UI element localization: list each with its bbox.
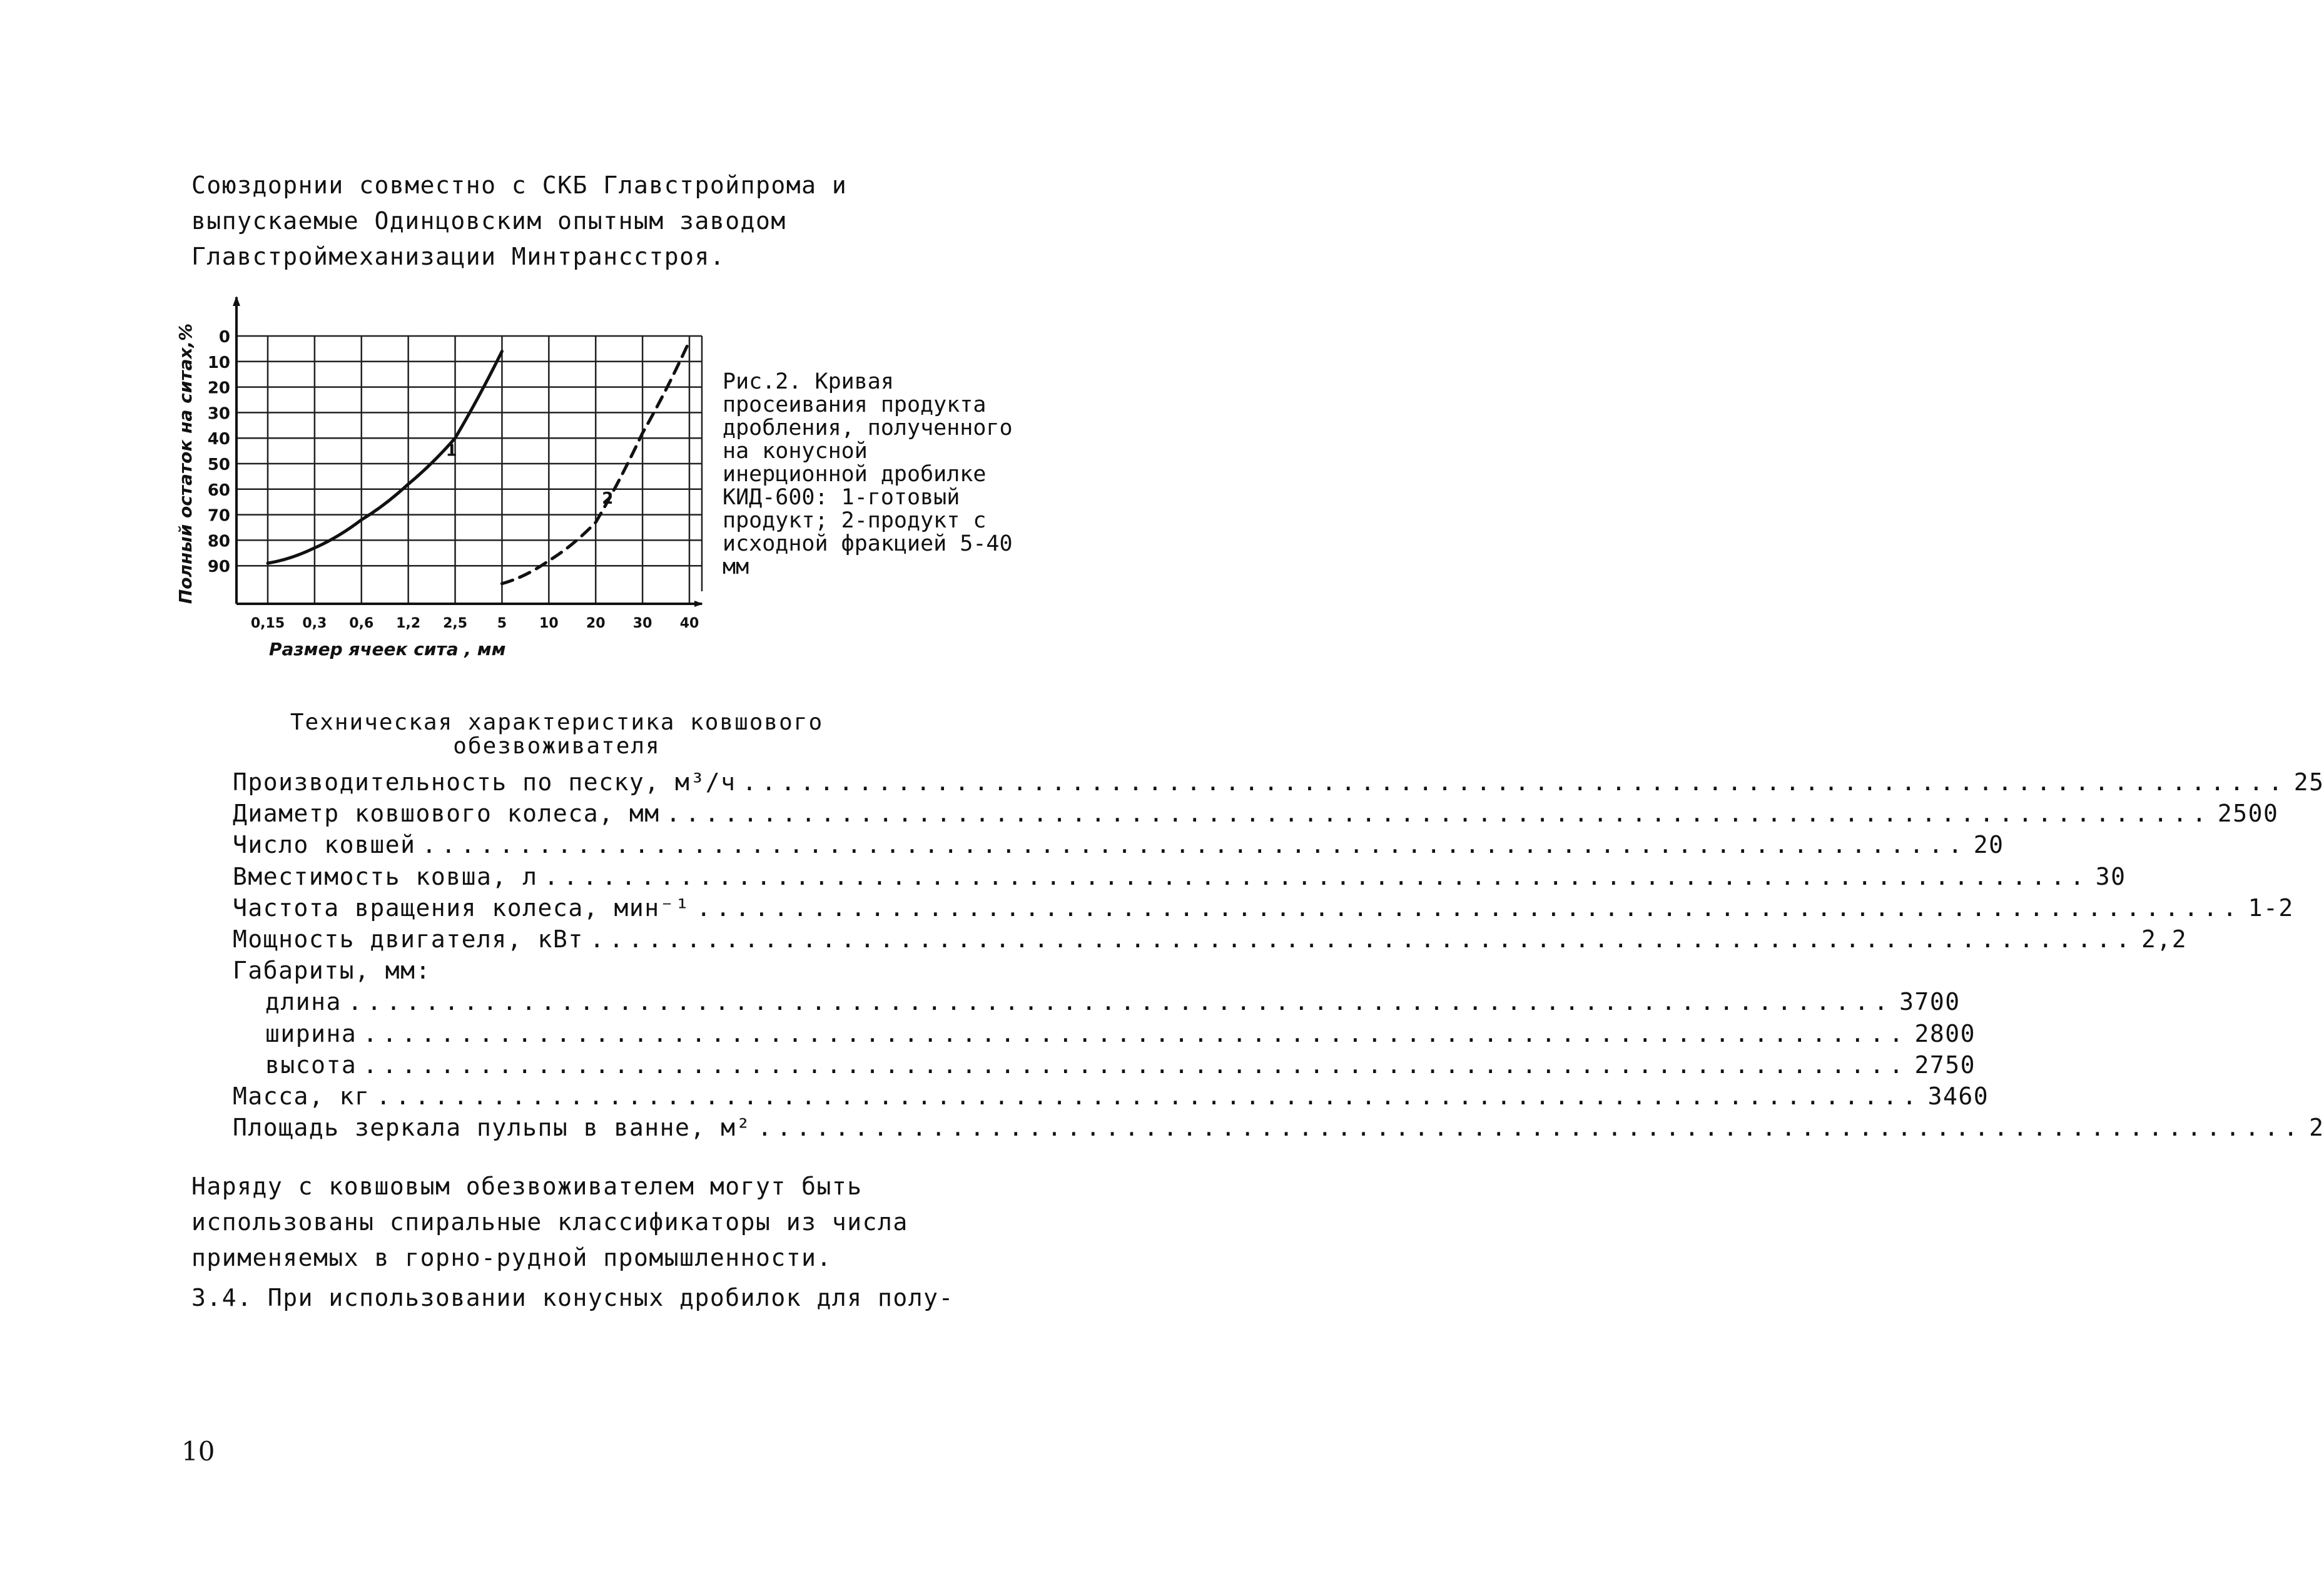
spec-leader-dots: ................................................................................ <box>589 925 2135 953</box>
spec-leader-dots: ................................................................................ <box>757 1114 2303 1142</box>
spec-value: 1-2 <box>2248 893 2294 922</box>
x-tick-label: 30 <box>632 616 652 631</box>
spec-row <box>233 862 2126 894</box>
series-1-line <box>268 351 502 563</box>
spec-label: Вместимость ковша, л <box>233 862 538 890</box>
x-tick-label: 5 <box>497 616 507 631</box>
spec-label: высота <box>265 1051 357 1079</box>
spec-value: 3460 <box>1927 1082 1989 1110</box>
spec-leader-dots: ................................................................................ <box>696 893 2242 922</box>
y-tick-label: 10 <box>207 353 230 372</box>
x-tick-label: 0,15 <box>250 616 285 631</box>
spec-label: Производительность по песку, м³/ч <box>233 768 736 796</box>
spec-value: 25 <box>2293 768 2324 796</box>
spec-label: ширина <box>265 1019 357 1047</box>
spec-leader-dots: ................................................................................ <box>666 800 2211 828</box>
spec-value: 2500 <box>2217 800 2279 828</box>
spec-value: 20 <box>1973 831 2004 859</box>
chart-labels <box>175 323 699 659</box>
figure-caption: Рис.2. Кривая просеивания продукта дробления, полученного на конусной инерционной дробилке КИД-600: 1-готовый продукт; 2-продукт с исходной фракцией 5-40 мм <box>723 369 1013 579</box>
y-axis-title: Полный остаток на ситах,% <box>175 323 196 604</box>
spec-label: Число ковшей <box>233 831 416 859</box>
y-tick-label: 70 <box>207 506 230 526</box>
spec-leader-dots: ................................................................................ <box>376 1082 1922 1110</box>
spec-value: 2800 <box>1914 1019 1976 1047</box>
spec-label: Площадь зеркала пульпы в ванне, м² <box>233 1114 751 1142</box>
page-number: 10 <box>181 1436 215 1467</box>
y-tick-label: 50 <box>207 456 230 474</box>
y-tick-label: 30 <box>207 404 230 424</box>
y-tick-label: 20 <box>207 379 230 398</box>
spec-leader-dots: ................................................................................ <box>363 1051 1909 1079</box>
spec-value: 30 <box>2095 862 2126 890</box>
paragraph-section-3-4: 3.4. При использовании конусных дробилок для полу- <box>191 1284 954 1311</box>
chart-series <box>268 341 689 584</box>
spec-row <box>233 893 2294 925</box>
spec-leader-dots: ................................................................................ <box>363 1019 1909 1047</box>
spec-label: Масса, кг <box>233 1082 370 1110</box>
y-tick-label: 80 <box>207 532 230 551</box>
spec-row <box>233 925 2188 957</box>
paragraph-classifiers: Наряду с ковшовым обезвоживателем могут быть использованы спиральные классификаторы из числа применяемых в горно-рудной промышленности. <box>191 1173 908 1271</box>
x-tick-label: 0,6 <box>349 616 374 631</box>
x-tick-label: 20 <box>586 616 606 631</box>
chart-grid <box>236 336 702 604</box>
intro-paragraph: Союздорнии совместно с СКБ Главстройпрома и выпускаемые Одинцовским опытным заводом Главстроймеханизации Минтрансстроя. <box>191 171 848 270</box>
spec-label: Частота вращения колеса, мин⁻¹ <box>233 893 691 922</box>
series-1-label: 1 <box>445 441 457 461</box>
spec-label: длина <box>265 988 342 1016</box>
spec-label: Мощность двигателя, кВт <box>233 925 584 953</box>
spec-row <box>233 1082 1989 1114</box>
x-tick-label: 40 <box>679 616 699 631</box>
y-axis-arrow <box>233 296 240 306</box>
spec-leader-dots: ................................................................................ <box>422 831 1967 859</box>
spec-label: Габариты, мм: <box>233 957 431 985</box>
spec-row <box>233 957 983 988</box>
spec-row <box>233 1114 2324 1145</box>
spec-row <box>233 800 2279 831</box>
spec-leader-dots: ................................................................................ <box>347 988 1894 1016</box>
series-2-label: 2 <box>602 489 614 508</box>
sieve-curve-chart <box>169 297 719 673</box>
x-tick-label: 10 <box>539 616 559 631</box>
spec-leader-dots: ................................................................................ <box>544 862 2089 890</box>
spec-label: Диаметр ковшового колеса, мм <box>233 800 660 828</box>
spec-row <box>233 1051 1976 1082</box>
x-tick-label: 1,2 <box>396 616 421 631</box>
spec-row <box>233 768 2324 800</box>
spec-value: 2 <box>2309 1114 2324 1142</box>
spec-value: 3700 <box>1899 988 1961 1016</box>
spec-value: 2,2 <box>2141 925 2188 953</box>
x-tick-label: 2,5 <box>443 616 468 631</box>
spec-leader-dots: ................................................................................ <box>742 768 2288 796</box>
y-tick-label: 90 <box>207 557 230 577</box>
spec-row <box>233 831 2004 862</box>
spec-list <box>233 768 2324 1145</box>
spec-title: Техническая характеристика ковшового обезвоживателя <box>290 710 824 759</box>
x-axis-title: Размер ячеек сита , мм <box>269 639 506 659</box>
y-tick-label: 60 <box>207 481 230 500</box>
y-tick-label: 0 <box>218 328 230 347</box>
x-tick-label: 0,3 <box>302 616 327 631</box>
x-axis-arrow <box>694 601 703 607</box>
spec-row <box>233 1019 1976 1051</box>
spec-row <box>233 988 1961 1019</box>
y-tick-label: 40 <box>207 430 230 449</box>
spec-value: 2750 <box>1914 1051 1976 1079</box>
